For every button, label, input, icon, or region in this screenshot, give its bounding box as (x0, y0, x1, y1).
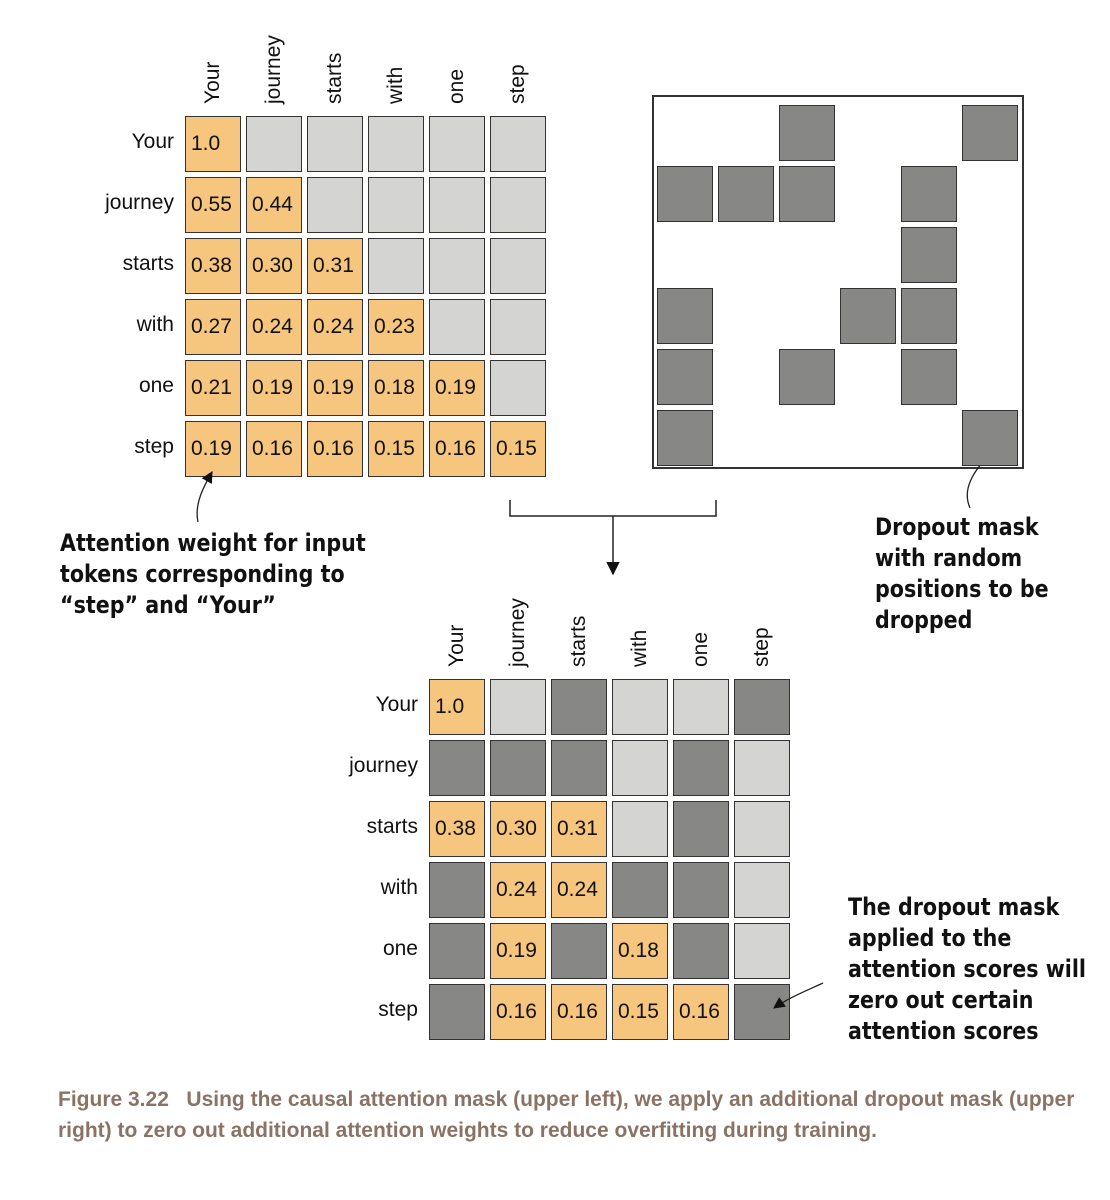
dropped-cell (673, 801, 729, 857)
dropped-cell (901, 288, 957, 344)
masked-cell (490, 679, 546, 735)
row-label: Your (375, 693, 418, 716)
dropped-cell (657, 288, 713, 344)
masked-cell (368, 177, 424, 233)
dropped-cell (657, 349, 713, 405)
dropout-mask-callout (875, 512, 1049, 636)
weight-cell: 0.19 (429, 360, 485, 416)
weight-cell: 0.16 (551, 984, 607, 1040)
callout-line: with random (875, 544, 1023, 572)
dropped-cell (901, 227, 957, 283)
row-label: starts (122, 252, 174, 275)
masked-cell (612, 679, 668, 735)
column-label: Your (201, 61, 224, 104)
column-label: step (506, 64, 529, 104)
dropped-cell (734, 679, 790, 735)
masked-cell (307, 116, 363, 172)
masked-cell (429, 177, 485, 233)
column-label: with (628, 629, 651, 667)
weight-cell: 0.15 (368, 421, 424, 477)
weight-cell: 0.15 (612, 984, 668, 1040)
column-label: with (384, 66, 407, 104)
callout-line: tokens corresponding to (60, 560, 345, 588)
row-label: starts (366, 815, 418, 838)
column-label: one (689, 631, 712, 667)
callout-line: dropped (875, 606, 973, 634)
weight-cell: 0.18 (612, 923, 668, 979)
row-label: with (136, 313, 174, 336)
masked-cell (490, 177, 546, 233)
masked-cell (734, 862, 790, 918)
weight-cell: 0.24 (307, 299, 363, 355)
column-label: step (750, 627, 773, 667)
callout-line: attention scores will (848, 955, 1087, 983)
callout-line: Attention weight for input (60, 529, 366, 557)
column-label: journey (262, 35, 285, 104)
row-label: step (378, 998, 418, 1021)
masked-cell (734, 801, 790, 857)
masked-cell (734, 740, 790, 796)
dropped-cell (657, 410, 713, 466)
column-label: one (445, 68, 468, 104)
masked-cell (307, 177, 363, 233)
callout-line: The dropout mask (848, 893, 1060, 921)
weight-cell: 0.55 (185, 177, 241, 233)
caption-text: Using the causal attention mask (upper left), we apply an additional dropout mask (upper right) to zero out additional attention weights to reduce overfitting during training. (58, 1088, 1075, 1142)
weight-cell: 0.19 (185, 421, 241, 477)
attention-weight-callout (60, 528, 366, 621)
weight-cell: 1.0 (185, 116, 241, 172)
masked-cell (673, 679, 729, 735)
masked-cell (490, 299, 546, 355)
dropped-cell (673, 740, 729, 796)
dropped-cell (551, 923, 607, 979)
masked-cell (734, 923, 790, 979)
weight-cell: 0.15 (490, 421, 546, 477)
weight-cell: 0.38 (185, 238, 241, 294)
figure-caption (58, 1084, 1088, 1146)
row-label: Your (131, 130, 174, 153)
dropped-cell (901, 166, 957, 222)
dropped-cell (673, 862, 729, 918)
masked-cell (612, 801, 668, 857)
weight-cell: 0.30 (246, 238, 302, 294)
weight-cell: 0.24 (490, 862, 546, 918)
callout-line: “step” and “Your” (60, 591, 276, 619)
masked-cell (368, 116, 424, 172)
callout-line: Dropout mask (875, 513, 1039, 541)
dropped-cell (551, 740, 607, 796)
weight-cell: 0.24 (551, 862, 607, 918)
weight-cell: 0.30 (490, 801, 546, 857)
masked-cell (612, 740, 668, 796)
applied-mask-callout (848, 892, 1086, 1047)
weight-cell: 0.16 (490, 984, 546, 1040)
dropped-cell (718, 166, 774, 222)
callout-line: attention scores (848, 1017, 1039, 1045)
weight-cell: 0.38 (429, 801, 485, 857)
dropped-cell (429, 740, 485, 796)
dropped-cell (429, 862, 485, 918)
dropped-cell (901, 349, 957, 405)
weight-cell: 0.44 (246, 177, 302, 233)
masked-cell (246, 116, 302, 172)
dropped-cell (779, 166, 835, 222)
masked-cell (368, 238, 424, 294)
weight-cell: 0.19 (246, 360, 302, 416)
dropped-cell (429, 923, 485, 979)
dropped-cell (429, 984, 485, 1040)
dropped-cell (657, 166, 713, 222)
masked-cell (490, 116, 546, 172)
dropped-cell (551, 679, 607, 735)
callout-line: zero out certain (848, 986, 1034, 1014)
callout-line: applied to the (848, 924, 1012, 952)
merge-bracket (510, 500, 716, 516)
weight-cell: 0.21 (185, 360, 241, 416)
row-label: step (134, 435, 174, 458)
masked-cell (490, 238, 546, 294)
weight-cell: 0.16 (307, 421, 363, 477)
dropped-cell (962, 105, 1018, 161)
caption-label: Figure 3.22 (58, 1088, 169, 1111)
weight-cell: 0.16 (673, 984, 729, 1040)
weight-cell: 0.19 (490, 923, 546, 979)
dropped-cell (840, 288, 896, 344)
column-label: starts (323, 52, 346, 104)
dropped-cell (779, 105, 835, 161)
masked-cell (429, 116, 485, 172)
weight-cell: 1.0 (429, 679, 485, 735)
dropped-cell (673, 923, 729, 979)
row-label: journey (105, 191, 174, 214)
weight-cell: 0.18 (368, 360, 424, 416)
row-label: one (382, 937, 418, 960)
dropped-cell (612, 862, 668, 918)
dropped-cell (734, 984, 790, 1040)
weight-cell: 0.16 (246, 421, 302, 477)
weight-cell: 0.16 (429, 421, 485, 477)
callout-line: positions to be (875, 575, 1049, 603)
weight-cell: 0.31 (551, 801, 607, 857)
attention-callout-pointer (197, 472, 212, 522)
weight-cell: 0.24 (246, 299, 302, 355)
masked-cell (490, 360, 546, 416)
row-label: one (138, 374, 174, 397)
row-label: with (380, 876, 418, 899)
dropped-cell (490, 740, 546, 796)
masked-cell (429, 299, 485, 355)
weight-cell: 0.31 (307, 238, 363, 294)
weight-cell: 0.23 (368, 299, 424, 355)
dropped-cell (779, 349, 835, 405)
masked-cell (429, 238, 485, 294)
column-label: Your (445, 624, 468, 667)
column-label: starts (567, 615, 590, 667)
column-label: journey (506, 598, 529, 667)
dropped-cell (962, 410, 1018, 466)
weight-cell: 0.19 (307, 360, 363, 416)
weight-cell: 0.27 (185, 299, 241, 355)
row-label: journey (349, 754, 418, 777)
